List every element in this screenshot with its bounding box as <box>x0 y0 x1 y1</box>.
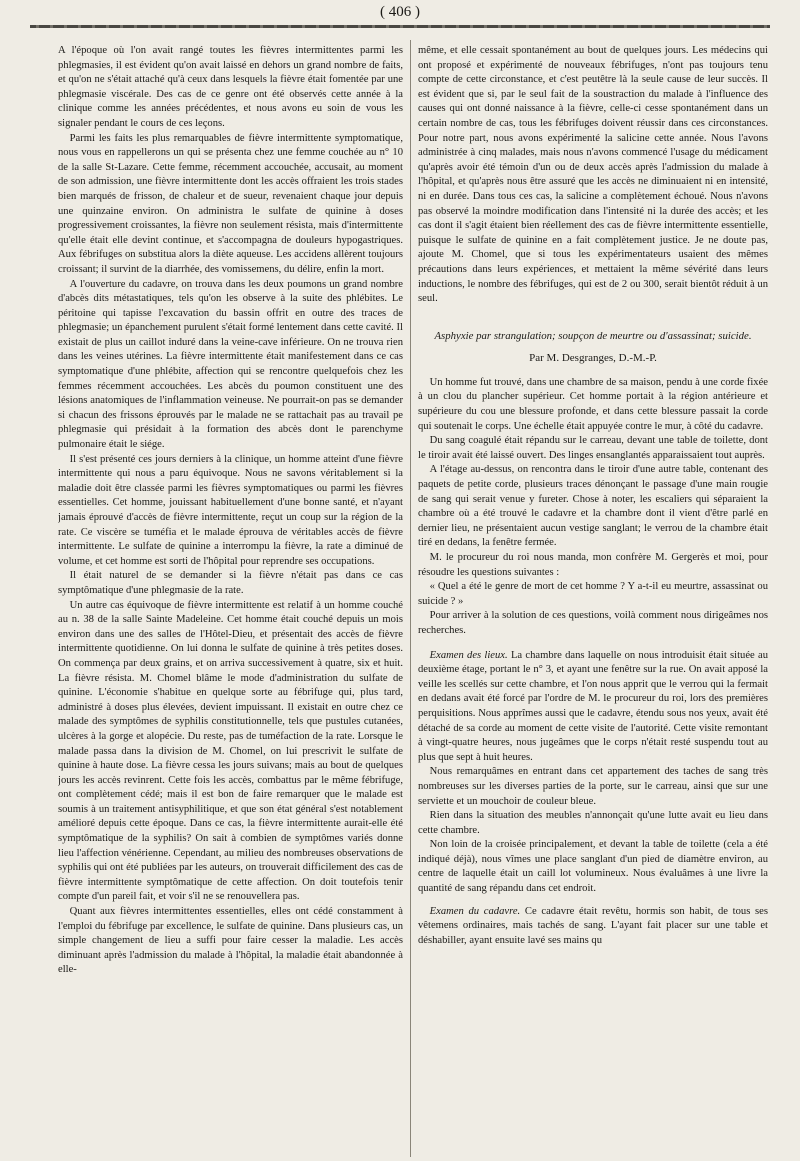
paragraph: Quant aux fièvres intermittentes essentielles, elles ont cédé constamment à l'emploi du fébrifuge par excellence, le sulfate de quinine. Dans plusieurs cas, un simple changement de lieu a suffi pour faire cesser la maladie. Les accès diminuant après l'admission du malade à l'hôpital, la maladie était abandonnée à elle- <box>58 906 403 976</box>
paragraph-continuation: même, et elle cessait spontanément au bout de quelques jours. Les médecins qui ont proposé et expérimenté de nouveaux fébrifuges, n'ont pas toujours tenu compte de cette circonstance, et c'est peutêtre là la seule cause de leur succès. Il est évident que si, par le seul fait de la soustraction du malade à l'influence des causes qui ont donné naissance à la fièvre, celle-ci cesse spontanément dans un certain nombre de cas, tous les fébrifuges doivent réussir dans ces circonstances. Pour notre part, nous avons expérimenté la salicine cette année. Nous l'avons administrée à cinq malades, mais nous n'avons commencé l'usage du médicament qu'après avoir été témoin d'un ou de deux accès après l'admission du malade à l'hôpital, et qu'après nous être assuré que les accès ne diminuaient ni en intensité, ni en durée. Dans tous ces cas, la salicine a complètement échoué. Nous n'avons pas observé la moindre modification dans l'intensité ni la durée des accès; et les cas dont il s'agit étaient bien réellement des cas de fièvre intermittente essentielle, puisque le sulfate de quinine en a fait complètement justice. Je ne doute pas, ajoute M. Chomel, que si tous les expérimentateurs usaient des mêmes précautions dans leurs expériences, et mettaient la même sévérité dans leurs inductions, le nombre des fébrifuges, qui est de 2 ou 300, serait bientôt réduit à un seul. <box>418 45 768 305</box>
paragraph: M. le procureur du roi nous manda, mon confrère M. Gergerès et moi, pour résoudre les questions suivantes : <box>418 552 768 578</box>
page-number: ( 406 ) <box>372 4 428 21</box>
article-author: Par M. Desgranges, D.-M.-P. <box>529 352 657 365</box>
paragraph: Nous remarquâmes en entrant dans cet appartement des taches de sang très nombreuses sur les diverses parties de la porte, sur le carreau, ainsi que sur une serviette et un mouchoir de couleur bleue. <box>418 766 768 807</box>
section-heading-body: Examen du cadavre. <box>429 905 521 917</box>
article-title: Asphyxie par strangulation; soupçon de meurtre ou d'assassinat; suicide. <box>434 329 752 342</box>
paragraph: Il s'est présenté ces jours derniers à la clinique, un homme atteint d'une fièvre intermittente qui nous a paru équivoque. Nous ne savons véritablement si la maladie doit être classée parmi les fièvres symptomatiques ou parmi les fièvres essentielles. Cet homme, jouissant habituellement d'une bonne santé, et n'ayant jamais éprouvé d'accès de fièvre intermittente, reçut un coup sur la région de la rate. Ce viscère se tuméfia et le malade éprouva de véritables accès de fièvre intermittente. Le sulfate de quinine a interrompu la fièvre, la rate a diminué de volume, et cet homme est sorti de l'hôpital pour reprendre ses occupations. <box>58 453 403 567</box>
page-header <box>30 4 770 30</box>
paragraph: Rien dans la situation des meubles n'annonçait qu'une lutte avait eu lieu dans cette chambre. <box>418 810 768 836</box>
paragraph: Ce cadavre était revêtu, hormis son habit, de tous ses vêtemens ordinaires, mais tachés de sang. L'ayant fait placer sur une table et déshabiller, ayant ensuite lavé ses mains qu <box>418 905 768 946</box>
section-heading-places: Examen des lieux. <box>429 649 508 661</box>
header-rule <box>30 25 770 28</box>
paragraph: Pour arriver à la solution de ces questions, voilà comment nous dirigeâmes nos recherches. <box>418 610 768 636</box>
right-column <box>418 44 768 1155</box>
paragraph: Il était naturel de se demander si la fièvre n'était pas dans ce cas symptômatique d'une phlegmasie de la rate. <box>58 570 403 596</box>
column-divider <box>410 40 411 1157</box>
paragraph: A l'ouverture du cadavre, on trouva dans les deux poumons un grand nombre d'abcès dits métastatiques, tels qu'on les observe à la suite des phlébites. Le péritoine qui tapisse l'excavation du bassin offrit en outre des traces de phlegmasie; un épanchement purulent s'était formé lentement dans cette cavité. Il existait de plus un caillot induré dans la veine-cave inférieure. On ne trouva rien dans les veines utérines. La fièvre intermittente était manifestement dans ce cas symptomatique d'une phlébite, affection qui se rencontre quelquefois chez les femmes récemment accouchées. Les abcès du poumon constituent une des lésions anatomiques de l'inflammation veineuse. Ne pourrait-on pas se demander si chacun des frissons éprouvés par le malade ne se rattachait pas au travail pe phlegmasie qui présidait à la formation des abcès dont le parenchyme pulmonaire était le siége. <box>58 278 403 451</box>
paragraph: Parmi les faits les plus remarquables de fièvre intermittente symptomatique, nous vous en rappellerons un qui se présenta chez une femme couchée au n° 10 de la salle St-Lazare. Cette femme, récemment accouchée, accusait, au moment de son admission, une fièvre intermittente dont les accès offraient les trois stades bien marqués de frisson, de chaleur et de sueur, revenaient chaque jour depuis une quinzaine environ. On administra le sulfate de quinine à doses progressivement croissantes, la fièvre non seulement résista, mais d'intermittente qu'elle était elle devint continue, et s'accompagna de douleurs hypogastriques. Aux fébrifuges on substitua alors la diète aqueuse. Les accidens allèrent toujours croissant; il survint de la diarrhée, des vomissemens, du délire, enfin la mort. <box>58 132 403 275</box>
paragraph: A l'époque où l'on avait rangé toutes les fièvres intermittentes parmi les phlegmasies, il est évident qu'on avait laissé en dehors un grand nombre de faits, et qu'on ne s'était attaché qu'à ceux dans lesquels la fièvre était fomentée par une phlegmasie viscérale. Des cas de ce genre ont été observés cette année à la clinique comme les années précédentes, et nous avons eu soin de vous les signaler pendant le cours de ces leçons. <box>58 45 403 129</box>
paragraph: « Quel a été le genre de mort de cet homme ? Y a-t-il eu meurtre, assassinat ou suicide ? » <box>418 581 768 607</box>
paragraph: Un autre cas équivoque de fièvre intermittente est relatif à un homme couché au n. 38 de la salle Sainte Madeleine. Cet homme était couché depuis un mois environ dans une des salles de l'Hôtel-Dieu, et présentait des accès de fièvre intermittente quotidienne. On lui donna le sulfate de quinine à très petites doses. On commença par deux grains, et on arriva successivement à quatre, six et huit. La fièvre résista. M. Chomel blâme le mode d'administration du sulfate de quinine. L'économie s'habitue en quelque sorte au fébrifuge qui, plus tard, administré à doses plus élevées, devient impuissant. Il existait en outre chez ce malade des symptômes de syphilis constitutionnelle, tels que pustules cutanées, ulcères à la gorge et alopécie. Du reste, pas de tuméfaction de la rate. Lorsque le malade passa dans la division de M. Chomel, on lui prescrivit le sulfate de quinine à haute dose. La fièvre cessa les jours suivans; mais au bout de quelques jours les accès revinrent. Cette fois les accès, combattus par le même fébrifuge, ont complètement cédé; mais il est bon de faire remarquer que le malade est soumis à un traitement antisyphilitique, et que son état général s'est notablement amélioré depuis cette époque. Dans ce cas, la fièvre intermittente aurait-elle été symptômatique de la syphilis? On sait à combien de symptômes variés donne lieu l'affection vénérienne. Cependant, au milieu des nombreuses observations de syphilis qui ont été publiées par les auteurs, on trouverait difficilement des cas de fièvre intermittente symptômatique de cette affection. On doit toutefois tenir compte d'un pareil fait, et voir s'il ne se renouvellera pas. <box>58 599 403 903</box>
paragraph: A l'étage au-dessus, on rencontra dans le tiroir d'une autre table, contenant des paquets de petite corde, plusieurs traces dénonçant le passage d'une main rougie de sang qui serait venue y fureter. Chose à noter, les escaliers qui séparaient la chambre où a été trouvé le cadavre et la chambre dont il vient d'être parlé en dernier lieu, ne présentaient aucun vestige sanglant; le verrou de la chambre était tiré en dedans, la fenêtre fermée. <box>418 464 768 549</box>
paragraph: Un homme fut trouvé, dans une chambre de sa maison, pendu à une corde fixée à un clou du plancher supérieur. Cet homme portait à la région antérieure et supérieure du cou une blessure profonde, et dans cette blessure passait la corde qui soutenait le corps. Une échelle était appuyée contre le mur, à côté du cadavre. <box>418 376 768 432</box>
paragraph: La chambre dans laquelle on nous introduisit était située au deuxième étage, portant le n° 3, et ayant une fenêtre sur la rue. On avait apposé la veille les scellés sur cette chambre, et l'on nous apprit que le verrou qui la fermait en dedans avait été forcé par l'ordre de M. le procureur du roi, lors des premières perquisitions. Nous apprîmes aussi que le cadavre, étendu sous nos yeux, avait été détaché de sa corde au moment de cette visite de l'autorité. Cette visite remontant à vingt-quatre heures, nous jugeâmes que le corps n'était resté suspendu tout au plus que sept à huit heures. <box>418 649 768 763</box>
paragraph: Du sang coagulé était répandu sur le carreau, devant une table de toilette, dont le tiroir avait été laissé ouvert. Des linges ensanglantés apparaissaient tout auprès. <box>418 435 768 461</box>
left-column <box>58 44 403 1155</box>
paragraph: Non loin de la croisée principalement, et devant la table de toilette (cela a été indiqué déjà), nous vîmes une place sanglant d'un pied de diamètre environ, au centre de laquelle était un caill lot volumineux. Nous évaluâmes à une livre la quantité de sang répandu dans cet endroit. <box>418 839 768 895</box>
